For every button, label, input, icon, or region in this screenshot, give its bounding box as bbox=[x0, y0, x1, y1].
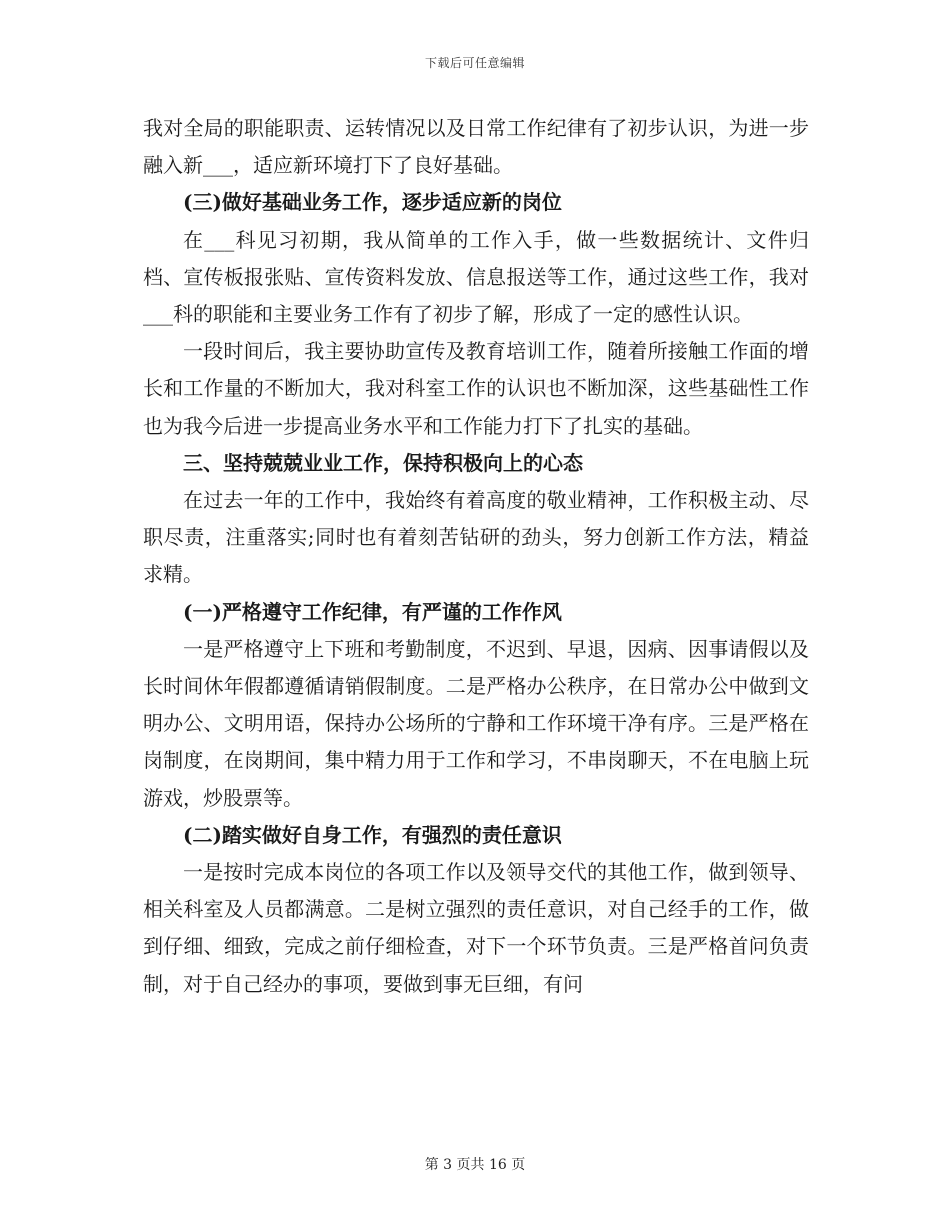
paragraph: 在___科见习初期，我从简单的工作入手，做一些数据统计、文件归档、宣传板报张贴、宣传资料发放、信息报送等工作，通过这些工作，我对___科的职能和主要业务工作有了初步了解，形成了一定的感性认识。 bbox=[143, 227, 809, 327]
section-heading-3-2: (二)踏实做好自身工作，有强烈的责任意识 bbox=[183, 822, 562, 847]
paragraph: 一段时间后，我主要协助宣传及教育培训工作，随着所接触工作面的增长和工作量的不断加大，我对科室工作的认识也不断加深，这些基础性工作也为我今后进一步提高业务水平和工作能力打下了扎实的基础。 bbox=[143, 339, 809, 438]
paragraph: 一是按时完成本岗位的各项工作以及领导交代的其他工作，做到领导、相关科室及人员都满意。二是树立强烈的责任意识，对自己经手的工作，做到仔细、细致，完成之前仔细检查，对下一个环节负责。三是严格首问负责制，对于自己经办的事项，要做到事无巨细，有问 bbox=[143, 860, 809, 996]
page-header: 下载后可任意编辑 bbox=[424, 56, 525, 70]
page-footer: 第 3 页共 16 页 bbox=[424, 1157, 526, 1173]
section-heading-3-3: (三)做好基础业务工作，逐步适应新的岗位 bbox=[183, 190, 562, 215]
section-heading-3-1: (一)严格遵守工作纪律，有严谨的工作作风 bbox=[183, 599, 562, 624]
paragraph: 在过去一年的工作中，我始终有着高度的敬业精神，工作积极主动、尽职尽责，注重落实;同时也有着刻苦钻研的劲头，努力创新工作方法，精益求精。 bbox=[143, 488, 809, 587]
section-heading-3: 三、坚持兢兢业业工作，保持积极向上的心态 bbox=[183, 450, 583, 475]
document-body bbox=[143, 110, 809, 1003]
paragraph: 一是严格遵守上下班和考勤制度，不迟到、早退，因病、因事请假以及长时间休年假都遵循请销假制度。二是严格办公秩序，在日常办公中做到文明办公、文明用语，保持办公场所的宁静和工作环境干净有序。三是严格在岗制度，在岗期间，集中精力用于工作和学习，不串岗聊天，不在电脑上玩游戏，炒股票等。 bbox=[143, 636, 809, 810]
paragraph-continued: 我对全局的职能职责、运转情况以及日常工作纪律有了初步认识，为进一步融入新___，适应新环境打下了良好基础。 bbox=[143, 116, 809, 178]
